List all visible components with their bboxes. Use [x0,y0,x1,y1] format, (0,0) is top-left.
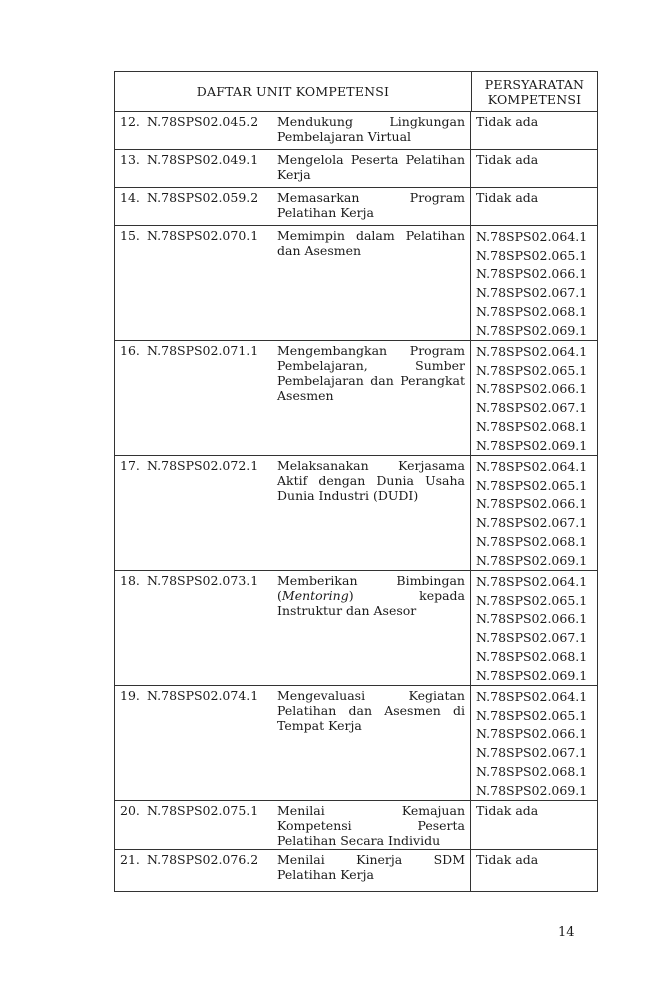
requirements-cell [471,801,597,849]
unit-title-line: Kompetensi Peserta [277,818,465,833]
unit-title-line: Mengelola Peserta Pelatihan [277,152,465,167]
unit-title-line: Instruktur dan Asesor [277,603,417,618]
unit-cell [115,112,471,149]
unit-title-line: Pelatihan Kerja [277,205,374,220]
requirements-cell [471,226,597,340]
unit-title-line: Kerja [277,167,311,182]
requirement-item: N.78SPS02.068.1 [476,418,588,434]
requirement-item: N.78SPS02.066.1 [476,496,588,512]
italic-term: Mentoring [281,588,349,603]
unit-title-line: Pelatihan Kerja [277,867,374,882]
unit-title [277,688,467,800]
unit-title-line: Pembelajaran, Sumber [277,358,465,373]
requirement-item: N.78SPS02.068.1 [476,763,588,779]
unit-title-line: Pelatihan dan Asesmen di [277,703,465,718]
requirement-item: N.78SPS02.064.1 [476,459,588,474]
requirement-item: N.78SPS02.064.1 [476,344,588,359]
unit-title [277,458,467,570]
header-requirements [472,72,597,111]
requirement-item: Tidak ada [476,803,539,818]
unit-code: N.78SPS02.049.1 [147,152,259,167]
header-requirements-line2: KOMPETENSI [487,91,582,107]
requirement-item: Tidak ada [476,190,539,205]
unit-title [277,114,467,149]
requirements-cell [471,112,597,149]
unit-code: N.78SPS02.076.2 [147,852,259,867]
table-row [115,571,597,686]
unit-title-line: Mendukung Lingkungan [277,114,465,129]
unit-title-line: Dunia Industri (DUDI) [277,488,419,503]
table-row [115,112,597,150]
requirement-item: N.78SPS02.067.1 [476,285,588,301]
requirements-cell [471,850,597,891]
unit-cell [115,686,471,800]
unit-title-line: Asesmen [277,388,334,403]
unit-title-line: Mengevaluasi Kegiatan [277,688,465,703]
requirement-item: N.78SPS02.067.1 [476,400,588,416]
unit-code: N.78SPS02.071.1 [147,343,259,358]
table-body [115,112,597,892]
requirements-cell [471,456,597,570]
unit-title [277,343,467,455]
row-number: 18. [120,573,140,588]
unit-code: N.78SPS02.075.1 [147,803,259,818]
requirement-item: N.78SPS02.067.1 [476,630,588,646]
requirement-item: N.78SPS02.069.1 [476,782,588,798]
header-requirements-line1: PERSYARATAN [484,76,585,92]
row-number: 14. [120,190,140,205]
row-number: 20. [120,803,140,818]
table-row [115,801,597,850]
unit-title [277,573,467,685]
unit-title-line: Tempat Kerja [277,718,362,733]
row-number: 12. [120,114,140,129]
unit-title-line: Melaksanakan Kerjasama [277,458,465,473]
unit-title-line: Pembelajaran Virtual [277,129,412,144]
unit-title-line: Pelatihan Secara Individu [277,833,441,848]
unit-title-line: Memimpin dalam Pelatihan [277,228,465,243]
requirement-item: N.78SPS02.066.1 [476,611,588,627]
requirement-item: N.78SPS02.068.1 [476,303,588,319]
unit-title-line: Aktif dengan Dunia Usaha [277,473,465,488]
requirements-cell [471,150,597,187]
unit-title-line: Menilai Kinerja SDM [277,852,465,867]
row-number: 21. [120,852,140,867]
requirement-item: Tidak ada [476,152,539,167]
requirement-item: N.78SPS02.064.1 [476,229,588,244]
table-row [115,226,597,341]
requirement-item: N.78SPS02.066.1 [476,266,588,282]
requirement-item: N.78SPS02.066.1 [476,726,588,742]
unit-code: N.78SPS02.073.1 [147,573,259,588]
unit-cell [115,801,471,849]
table-header [115,72,597,112]
requirement-item: N.78SPS02.066.1 [476,381,588,397]
requirements-cell [471,571,597,685]
unit-code: N.78SPS02.074.1 [147,688,259,703]
requirement-item: N.78SPS02.068.1 [476,533,588,549]
unit-title-line: (Mentoring) kepada [277,588,465,603]
unit-title [277,852,467,891]
requirements-cell [471,686,597,800]
unit-code: N.78SPS02.059.2 [147,190,259,205]
unit-code: N.78SPS02.070.1 [147,228,259,243]
requirement-item: Tidak ada [476,852,539,867]
table-row [115,686,597,801]
unit-title-line: Menilai Kemajuan [277,803,465,818]
table-row [115,150,597,188]
table-row [115,341,597,456]
requirement-item: N.78SPS02.065.1 [476,707,588,723]
competency-table [114,71,598,892]
row-number: 17. [120,458,140,473]
page-number: 14 [558,925,575,940]
requirement-item: N.78SPS02.069.1 [476,667,588,683]
unit-title-line: Pembelajaran dan Perangkat [277,373,465,388]
unit-title-line: dan Asesmen [277,243,362,258]
requirement-item: N.78SPS02.065.1 [476,592,588,608]
unit-code: N.78SPS02.045.2 [147,114,259,129]
requirement-item: Tidak ada [476,114,539,129]
unit-cell [115,456,471,570]
unit-cell [115,188,471,225]
unit-code: N.78SPS02.072.1 [147,458,259,473]
requirement-item: N.78SPS02.064.1 [476,574,588,589]
requirement-item: N.78SPS02.064.1 [476,689,588,704]
unit-cell [115,571,471,685]
unit-title [277,152,467,187]
requirement-item: N.78SPS02.069.1 [476,322,588,338]
unit-title [277,190,467,225]
table-row [115,456,597,571]
unit-cell [115,226,471,340]
requirement-item: N.78SPS02.065.1 [476,247,588,263]
requirement-item: N.78SPS02.069.1 [476,552,588,568]
unit-cell [115,150,471,187]
row-number: 15. [120,228,140,243]
unit-title-line: Mengembangkan Program [277,343,465,358]
header-unit-list: DAFTAR UNIT KOMPETENSI [115,72,472,111]
unit-title-line: Memasarkan Program [277,190,465,205]
requirement-item: N.78SPS02.065.1 [476,362,588,378]
requirement-item: N.78SPS02.067.1 [476,745,588,761]
unit-cell [115,850,471,891]
unit-title-line: Memberikan Bimbingan [277,573,465,588]
requirement-item: N.78SPS02.068.1 [476,648,588,664]
requirements-cell [471,341,597,455]
row-number: 19. [120,688,140,703]
requirements-cell [471,188,597,225]
table-row [115,850,597,892]
unit-title [277,228,467,340]
row-number: 16. [120,343,140,358]
requirement-item: N.78SPS02.065.1 [476,477,588,493]
row-number: 13. [120,152,140,167]
table-row [115,188,597,226]
unit-title [277,803,467,849]
unit-cell [115,341,471,455]
requirement-item: N.78SPS02.067.1 [476,515,588,531]
requirement-item: N.78SPS02.069.1 [476,437,588,453]
